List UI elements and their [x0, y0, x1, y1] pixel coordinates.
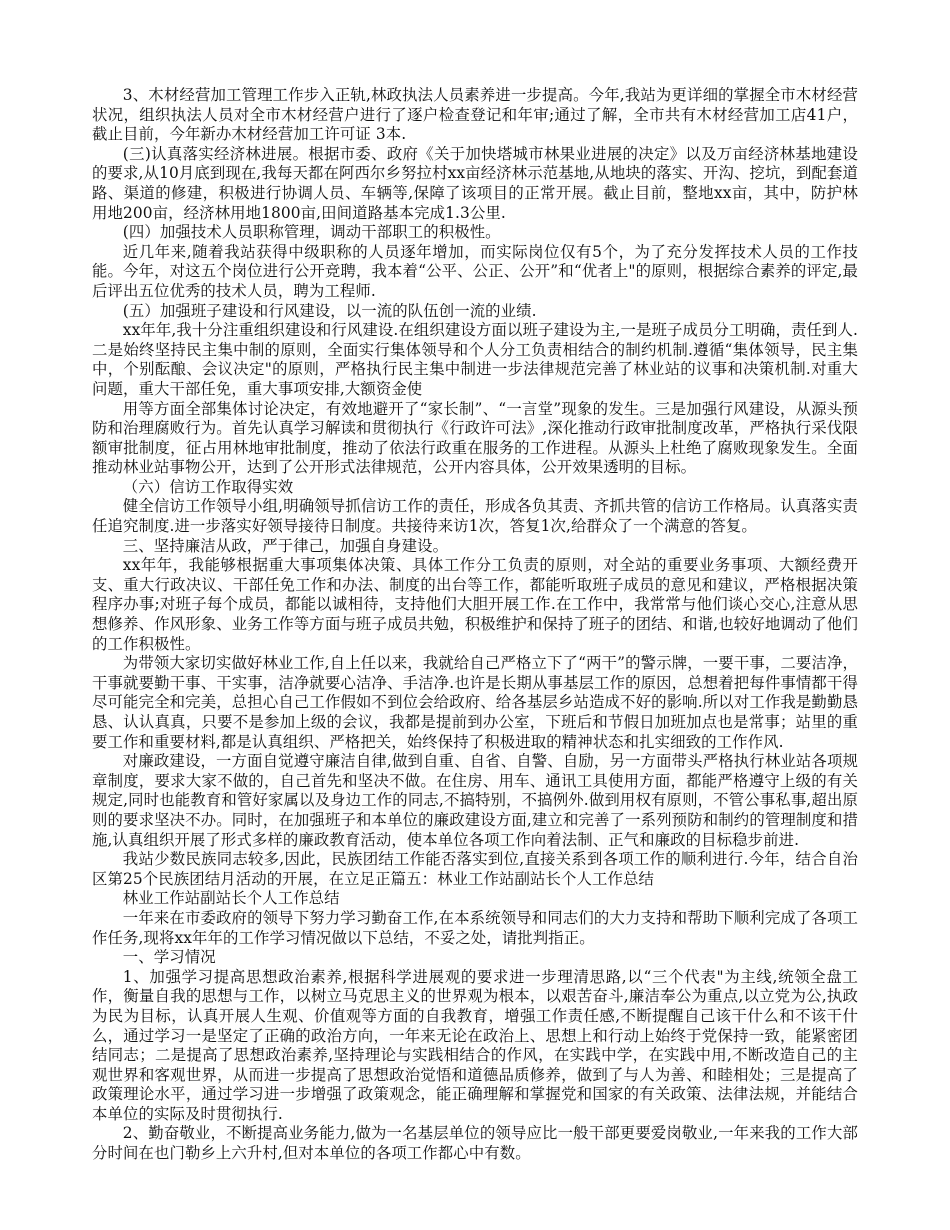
paragraph-major-matters: xx年年，我能够根据重大事项集体决策、具体工作分工负责的原则，对全站的重要业务事项、大额经费开支、重大行政决议、干部任免工作和办法、制度的出台等工作，都能听取班子成员的意见和建议，严格根据决策程序办事;对班子每个成员，都能以诚相待，支持他们大胆开展工作.在工作中，我常常与他们谈心交心,注意从思想修养、作风形象、业务工作等方面与班子成员共勉，积极维护和保持了班子的团结、和谐,也较好地调动了他们的工作积极性。 [92, 556, 858, 653]
paragraph-petitions: 健全信访工作领导小组,明确领导抓信访工作的责任，形成各负其责、齐抓共管的信访工作格局。认真落实责任追究制度.进一步落实好领导接待日制度。共接待来访1次，答复1次,给群众了一个满意的答复。 [92, 497, 858, 536]
paragraph-economic-forest: (三)认真落实经济林进展。根据市委、政府《关于加快塔城市林果业进展的决定》以及万亩经济林基地建设的要求,从10月底到现在,我每天都在阿西尔乡努拉村xx亩经济林示范基地,从地块的落实、开沟、挖坑，到配套道路、渠道的修建，积极进行协调人员、车辆等,保障了该项目的正常开展。截止目前，整地xx亩，其中，防护林用地200亩，经济林用地1800亩,田间道路基本完成1.3公里. [92, 144, 858, 222]
paragraph-ethnic-unity: 我站少数民族同志较多,因此，民族团结工作能否落实到位,直接关系到各项工作的顺利进行.今年，结合自治区第25个民族团结月活动的开展，在立足正篇五：林业工作站副站长个人工作总结 [92, 850, 858, 888]
paragraph-technical-staff: 近几年来,随着我站获得中级职称的人员逐年增加，而实际岗位仅有5个，为了充分发挥技术人员的工作技能。今年，对这五个岗位进行公开竞聘，我本着“公平、公正、公开”和“优者上"的原则，根据综合素养的评定,最后评出五位优秀的技术人员，聘为工程师. [92, 242, 858, 300]
heading-integrity: 三、坚持廉洁从政，严于律己，加强自身建设。 [122, 536, 449, 555]
paragraph-two-dry: 为带领大家切实做好林业工作,自上任以来，我就给自己严格立下了“两干”的警示牌，一要干事，二要洁净，干事就要勤干事、干实事，洁净就要心洁净、手洁净.也许是长期从事基层工作的原因，总想着把每件事情都干得尽可能完全和完美，总担心自己工作假如不到位会给政府、给各基层乡站造成不好的影响.所以对工作我是勤勤恳恳、认认真真，只要不是参加上级的会议，我都是提前到办公室，下班后和节假日加班加点也是常事；站里的重要工作和重要材料,都是认真组织、严格把关，始终保持了积极进取的精神状态和扎实细致的工作作风. [92, 654, 858, 751]
heading-team-building: (五）加强班子建设和行风建设，以一流的队伍创一流的业绩. [122, 301, 537, 320]
section-title: 林业工作站副站长个人工作总结 [122, 889, 340, 908]
heading-technical-staff: (四）加强技术人员职称管理，调动干部职工的积极性。 [122, 223, 501, 242]
heading-petitions: （六）信访工作取得实效 [122, 477, 294, 496]
paragraph-intro: 一年来在市委政府的领导下努力学习勤奋工作,在本系统领导和同志们的大力支持和帮助下顺利完成了各项工作任务,现将xx年年的工作学习情况做以下总结，不妥之处，请批判指正。 [92, 908, 858, 947]
heading-study: 一、学习情况 [122, 948, 216, 967]
document-body [92, 86, 858, 1164]
paragraph-team-building: xx年年,我十分注重组织建设和行风建设.在组织建设方面以班子建设为主,一是班子成员分工明确，责任到人.二是始终坚持民主集中制的原则，全面实行集体领导和个人分工负责相结合的制约机制.遵循“集体领导，民主集中，个别酝酿、会议决定"的原则，严格执行民主集中制进一步法律规范完善了林业站的议事和决策机制.对重大问题，重大干部任免，重大事项安排,大额资金使 [92, 321, 858, 398]
paragraph-dedication: 2、勤奋敬业，不断提高业务能力,做为一名基层单位的领导应比一般干部更要爱岗敬业,一年来我的工作大部分时间在也门勒乡上六升村,但对本单位的各项工作都心中有数。 [92, 1124, 858, 1163]
paragraph-collective-decision: 用等方面全部集体讨论决定，有效地避开了“家长制”、“一言堂”现象的发生。三是加强行风建设，从源头预防和治理腐败行为。首先认真学习解读和贯彻执行《行政许可法》,深化推动行政审批制度改革，严格执行采伐限额审批制度，征占用林地审批制度，推动了依法行政重在服务的工作进程。从源头上杜绝了腐败现象发生。全面推动林业站事物公开，达到了公开形式法律规范，公开内容具体，公开效果透明的目标。 [92, 399, 858, 477]
paragraph-clean-government: 对廉政建设，一方面自觉遵守廉洁自律,做到自重、自省、自警、自励，另一方面带头严格执行林业站各项规章制度，要求大家不做的，自己首先和坚决不做。在住房、用车、通讯工具使用方面，都能严格遵守上级的有关规定,同时也能教育和管好家属以及身边工作的同志,不搞特别，不搞例外.做到用权有原则，不管公事私事,超出原则的要求坚决不办。同时，在加强班子和本单位的廉政建设方面,建立和完善了一系列预防和制约的管理制度和措施,认真组织开展了形式多样的廉政教育活动，使本单位各项工作向着法制、正气和廉政的目标稳步前进. [92, 752, 858, 849]
paragraph-timber-management: 3、木材经营加工管理工作步入正轨,林政执法人员素养进一步提高。今年,我站为更详细的掌握全市木材经营状况，组织执法人员对全市木材经营户进行了逐户检查登记和年审;通过了解，全市共有木材经营加工店41户，截止目前，今年新办木材经营加工许可证 3本. [92, 86, 858, 144]
paragraph-study-politics: 1、加强学习提高思想政治素养,根据科学进展观的要求进一步理清思路,以“三个代表"为主线,统领全盘工作，衡量自我的思想与工作，以树立马克思主义的世界观为根本，以艰苦奋斗,廉洁奉公为重点,以立党为公,执政为民为目标，认真开展人生观、价值观等方面的自我教育，增强工作责任感,不断提醒自己该干什么和不该干什么，通过学习一是坚定了正确的政治方向，一年来无论在政治上、思想上和行动上始终于党保持一致，能紧密团结同志；二是提高了思想政治素养,坚持理论与实践相结合的作风，在实践中学，在实践中用,不断改造自己的主观世界和客观世界，从而进一步提高了思想政治觉悟和道德品质修养，做到了与人为善、和睦相处；三是提高了政策理论水平，通过学习进一步增强了政策观念，能正确理解和掌握党和国家的有关政策、法律法规，并能结合本单位的实际及时贯彻执行. [92, 967, 858, 1123]
